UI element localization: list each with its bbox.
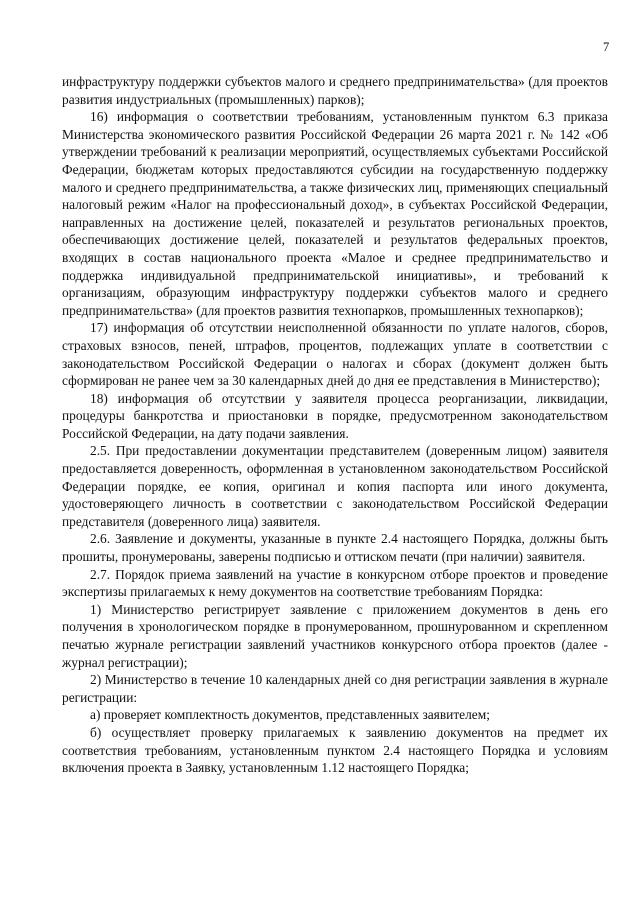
- paragraph: 18) информация об отсутствии у заявителя процесса реорганизации, ликвидации, процедуры банкротства и приостановки в порядке, предусмотренном законодательством Российской Федерации, на дату подачи заявления.: [62, 390, 608, 441]
- paragraph: 1) Министерство регистрирует заявление с приложением документов в день его получения в хронологическом порядке в пронумерованном, прошнурованном и скрепленном печатью журнале регистрации заявлений участников конкурсного отбора проектов (далее - журнал регистрации);: [62, 601, 608, 670]
- paragraph: 2.6. Заявление и документы, указанные в пункте 2.4 настоящего Порядка, должны быть прошиты, пронумерованы, заверены подписью и оттиском печати (при наличии) заявителя.: [62, 531, 608, 565]
- paragraph: 2.5. При предоставлении документации представителем (доверенным лицом) заявителя предоставляется доверенность, оформленная в установленном законодательством Российской Федерации порядке, ее копия, оригинал и копия паспорта или иного документа, удостоверяющего личность в соответствии с законодательством Российской Федерации представителя (доверенного лица) заявителя.: [62, 443, 608, 529]
- paragraph: 17) информация об отсутствии неисполненной обязанности по уплате налогов, сборов, страховых взносов, пеней, штрафов, процентов, подлежащих уплате в соответствии с законодательством Российской Федерации о налогах и сборах (документ должен быть сформирован не ранее чем за 30 календарных дней до дня ее представления в Министерство);: [62, 320, 608, 389]
- paragraph: 2) Министерство в течение 10 календарных дней со дня регистрации заявления в журнале регистрации:: [62, 672, 608, 705]
- paragraph: 2.7. Порядок приема заявлений на участие в конкурсном отборе проектов и проведение экспертизы прилагаемых к нему документов на соответствие требованиям Порядка:: [62, 566, 608, 600]
- paragraph: инфраструктуру поддержки субъектов малого и среднего предпринимательства» (для проектов развития индустриальных (промышленных) парков);: [62, 74, 608, 107]
- paragraph: б) осуществляет проверку прилагаемых к заявлению документов на предмет их соответствия требованиям, установленным пунктом 2.4 настоящего Порядка и условиям включения проекта в Заявку, установленным 1.12 настоящего Порядка;: [62, 724, 608, 776]
- document-body: [62, 73, 608, 777]
- paragraph: 16) информация о соответствии требованиям, установленным пунктом 6.3 приказа Министерства экономического развития Российской Федерации 26 марта 2021 г. № 142 «Об утверждении требований к реализации мероприятий, осуществляемых субъектами Российской Федерации, бюджетам которых предоставляются субсидии на государственную поддержку малого и среднего предпринимательства, а также физических лиц, применяющих специальный налоговый режим «Налог на профессиональный доход», в субъектах Российской Федерации, направленных на достижение целей, показателей и результатов региональных проектов, обеспечивающих достижение целей, показателей и результатов федеральных проектов, входящих в состав национального проекта «Малое и среднее предпринимательство и поддержка индивидуальной предпринимательской инициативы», и требований к организациям, образующим инфраструктуру поддержки субъектов малого и среднего предпринимательства» (для проектов развития технопарков, промышленных технопарков);: [62, 109, 608, 318]
- paragraph: а) проверяет комплектность документов, представленных заявителем;: [90, 707, 490, 723]
- page-number: 7: [603, 40, 610, 54]
